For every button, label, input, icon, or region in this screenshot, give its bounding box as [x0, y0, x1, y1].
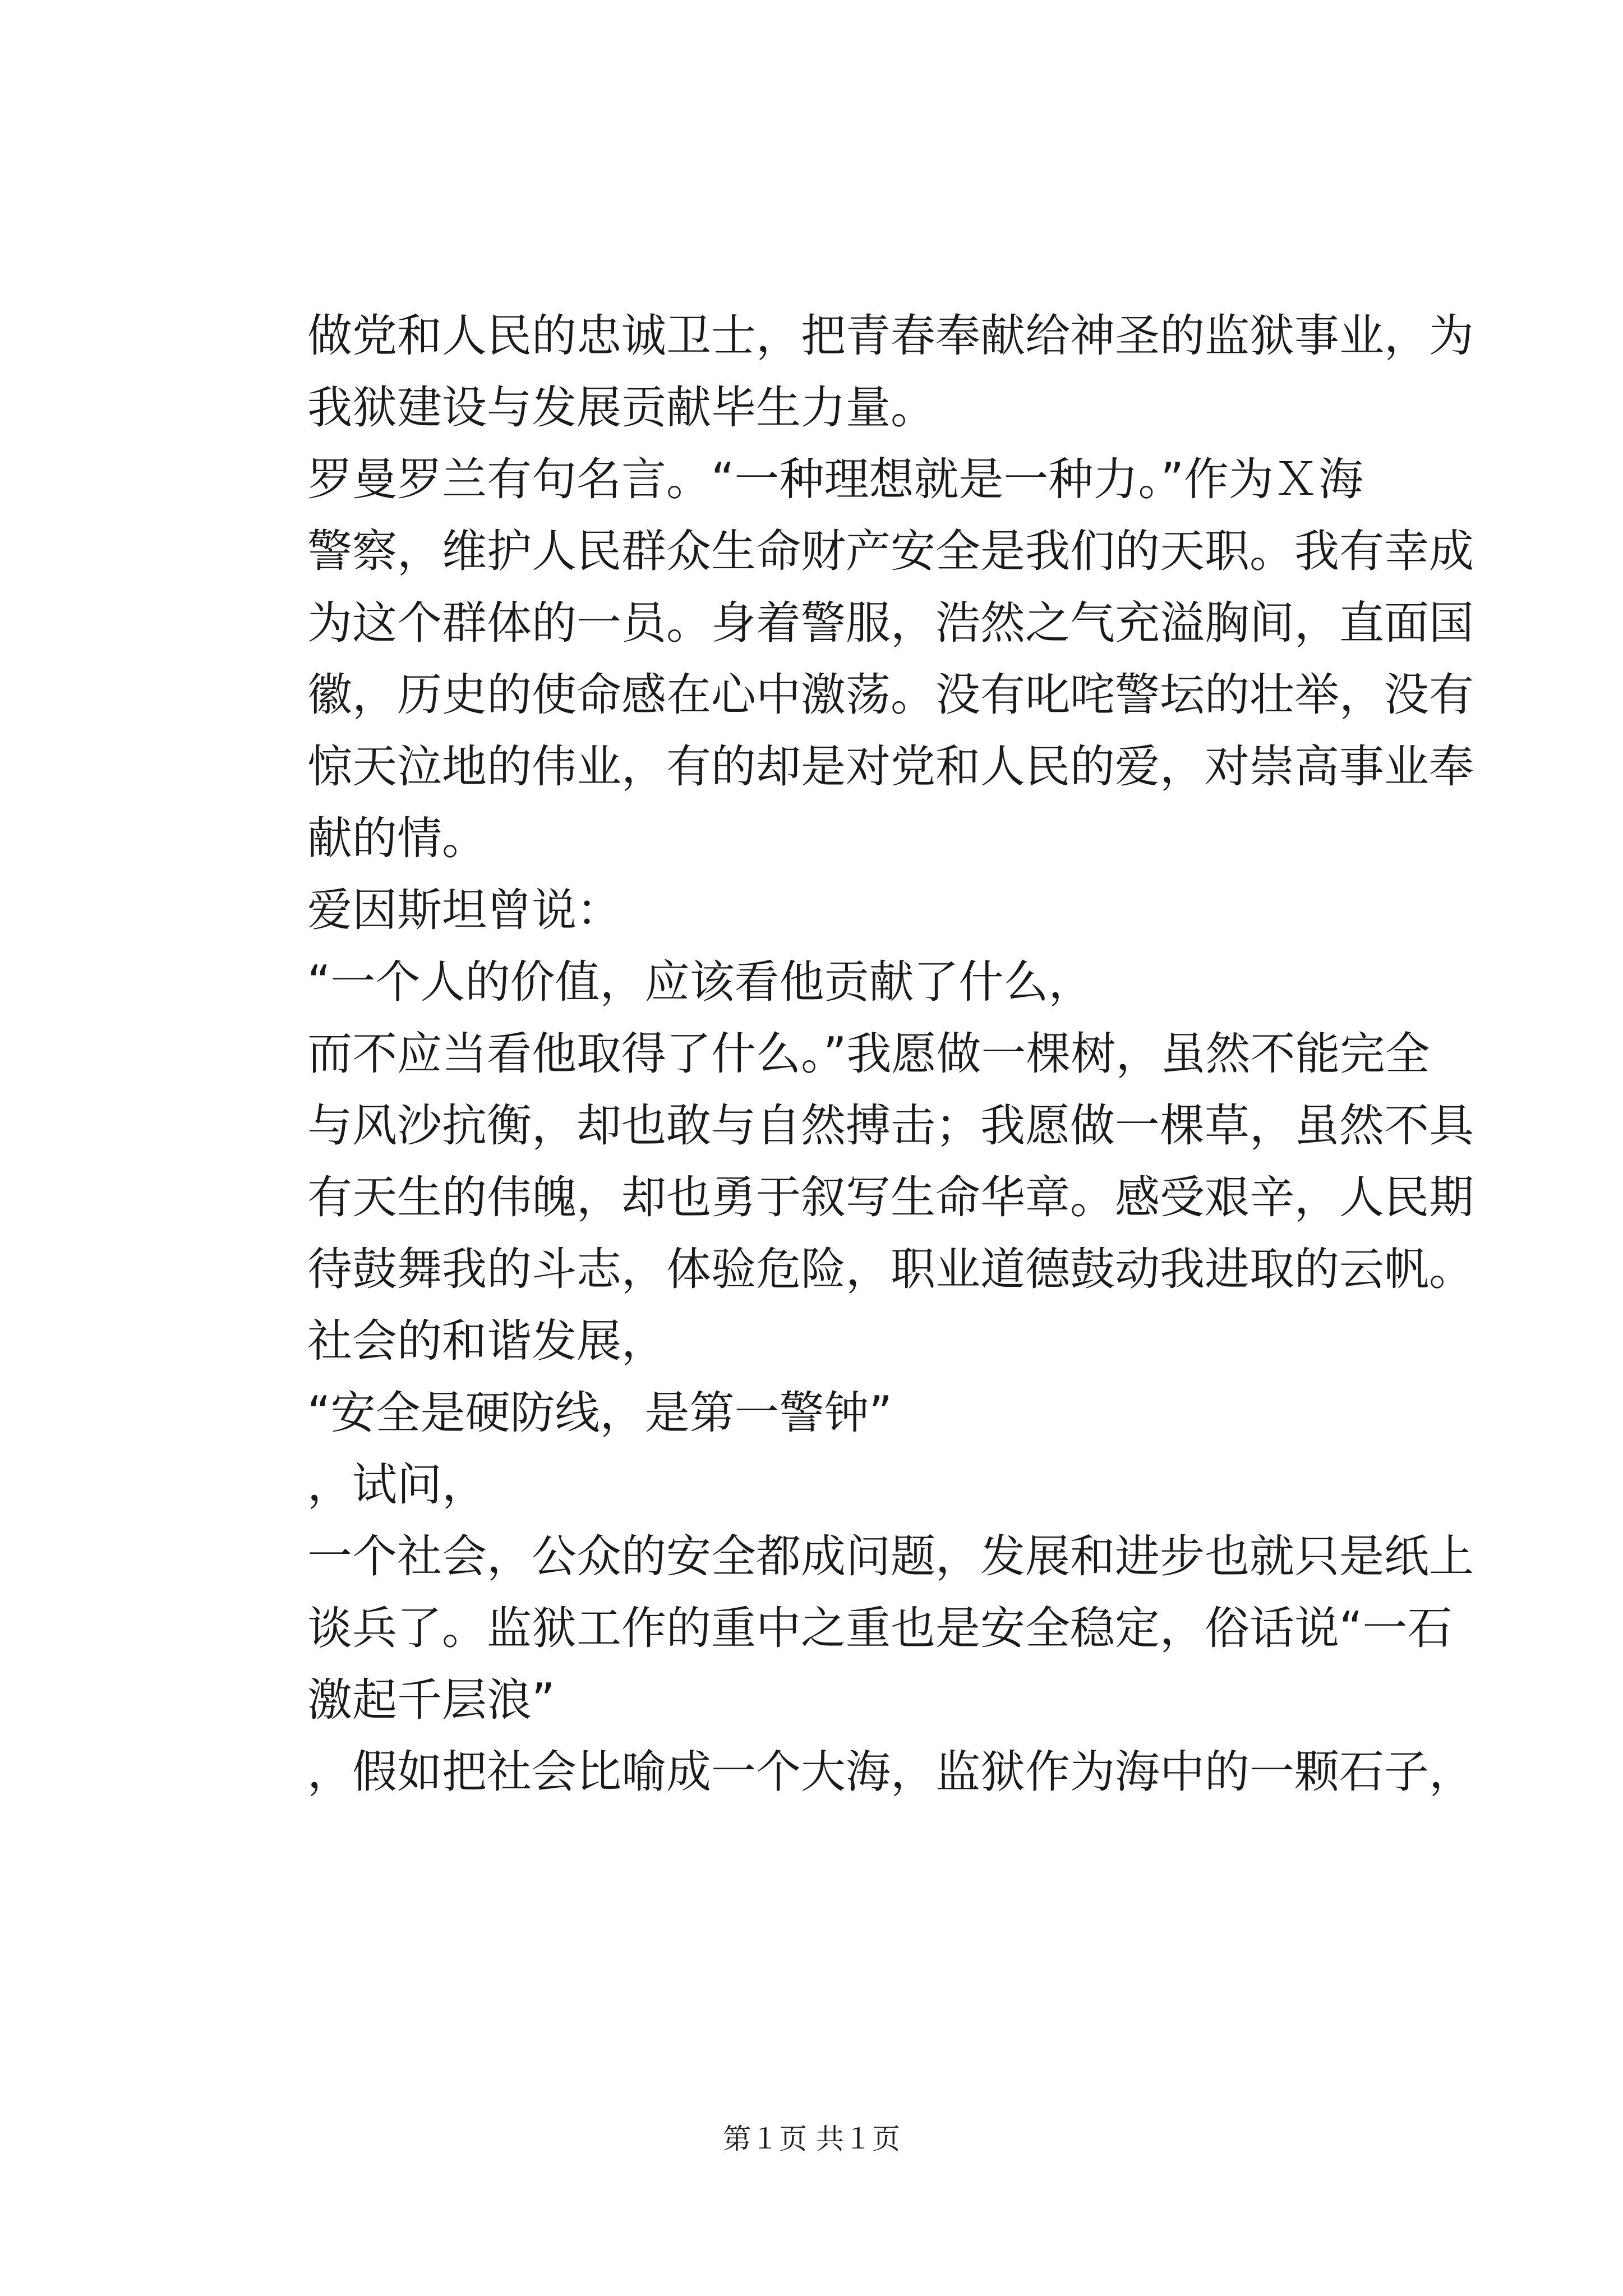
body-text	[307, 300, 1474, 1808]
text-line: 徽，历史的使命感在心中激荡。没有叱咤警坛的壮举，没有	[307, 669, 1474, 721]
text-line: 一个社会，公众的安全都成问题，发展和进步也就只是纸上	[307, 1530, 1474, 1582]
text-line: 做党和人民的忠诚卫士，把青春奉献给神圣的监狱事业，为	[307, 310, 1474, 362]
text-line: 激起千层浪”	[307, 1674, 555, 1726]
text-line: “一个人的价值，应该看他贡献了什么，	[307, 956, 1094, 1008]
text-line: 警察，维护人民群众生命财产安全是我们的天职。我有幸成	[307, 525, 1474, 577]
text-line: “安全是硬防线，是第一警钟”	[307, 1387, 892, 1439]
text-line: 而不应当看他取得了什么。”我愿做一棵树，虽然不能完全	[307, 1028, 1430, 1080]
text-line: 我狱建设与发展贡献毕生力量。	[307, 381, 935, 434]
text-line: 为这个群体的一员。身着警服，浩然之气充溢胸间，直面国	[307, 597, 1474, 649]
text-line: 谈兵了。监狱工作的重中之重也是安全稳定，俗话说“一石	[307, 1602, 1453, 1654]
text-line: 社会的和谐发展，	[307, 1315, 666, 1367]
text-line: 罗曼罗兰有句名言。“一种理想就是一种力。”作为Ｘ海	[307, 453, 1363, 505]
text-line: 与风沙抗衡，却也敢与自然搏击；我愿做一棵草，虽然不具	[307, 1099, 1474, 1152]
text-line: ，试问，	[307, 1458, 487, 1511]
page-number: 第１页 共１页	[723, 2123, 900, 2155]
text-line: ，假如把社会比喻成一个大海，监狱作为海中的一颗石子，	[307, 1746, 1474, 1798]
text-line: 有天生的伟魄，却也勇于叙写生命华章。感受艰辛，人民期	[307, 1171, 1474, 1223]
text-line: 爱因斯坦曾说：	[307, 884, 621, 936]
text-line: 献的情。	[307, 812, 487, 864]
text-line: 惊天泣地的伟业，有的却是对党和人民的爱，对崇高事业奉	[307, 740, 1474, 793]
page-footer	[0, 2119, 1623, 2159]
text-line: 待鼓舞我的斗志，体验危险，职业道德鼓动我进取的云帆。	[307, 1243, 1474, 1295]
